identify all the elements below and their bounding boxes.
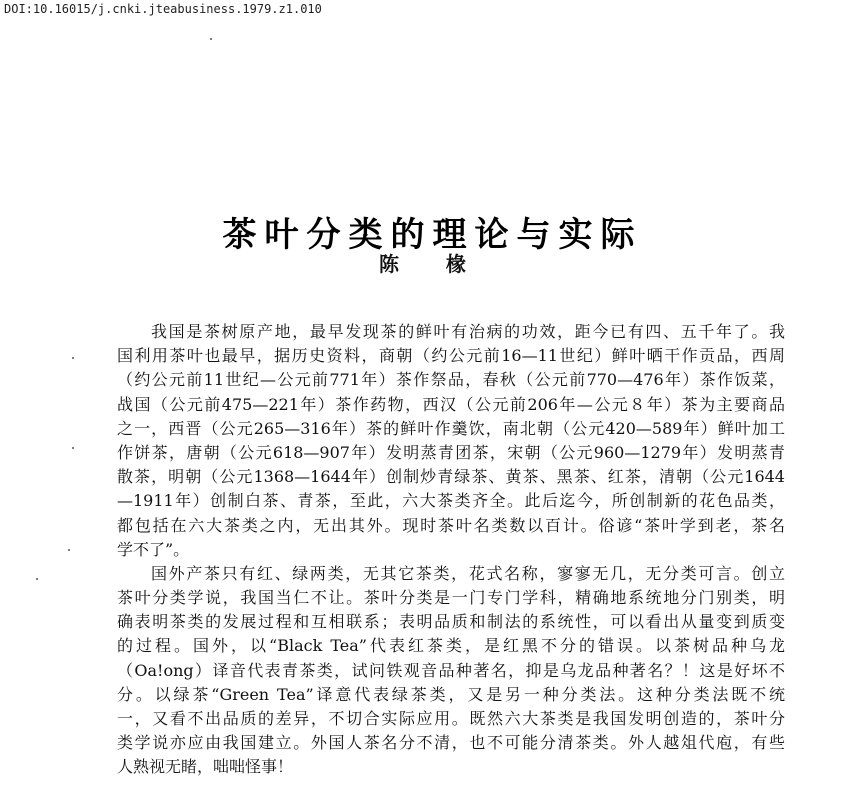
text-line: 类学说亦应由我国建立。外国人茶名分不清，也不可能分清茶类。外人越俎代庖，有些 [117, 733, 785, 753]
article-title: 茶叶分类的理论与实际 [222, 214, 643, 255]
text-line: 之一，西晋（公元265—316年）茶的鲜叶作羹饮，南北朝（公元420—589年）鲜叶加工 [117, 418, 785, 438]
article-author: 陈 椽 [379, 252, 486, 276]
text-line: 茶叶分类学说，我国当仁不让。茶叶分类是一门专门学科，精确地系统地分门别类，明 [117, 588, 785, 608]
text-line: 都包括在六大茶类之内，无出其外。现时茶叶名类数以百计。俗谚“茶叶学到老，茶名 [117, 515, 785, 535]
paragraph-1 [117, 320, 785, 562]
scan-speck [210, 38, 212, 40]
scan-speck [68, 549, 70, 551]
text-line: 我国是茶树原产地，最早发现茶的鲜叶有治病的功效，距今已有四、五千年了。我 [151, 322, 785, 341]
scan-speck [72, 357, 74, 359]
text-line: 散茶，明朝（公元1368—1644年）创制炒青绿茶、黄茶、黑茶、红茶，清朝（公元1644 [117, 467, 785, 487]
scan-speck [36, 578, 38, 580]
text-line: （约公元前11世纪—公元前771年）茶作祭品，春秋（公元前770—476年）茶作饭菜， [117, 370, 785, 390]
text-line: 分。以绿茶“Green Tea”译意代表绿茶类，又是另一种分类法。这种分类法既不统 [117, 684, 785, 704]
doi-header: DOI:10.16015/j.cnki.jteabusiness.1979.z1.010 [4, 2, 322, 16]
text-line: —1911年）创制白茶、青茶，至此，六大茶类齐全。此后迄今，所创制新的花色品类， [117, 491, 785, 511]
text-line: 人熟视无睹，咄咄怪事！ [117, 757, 294, 777]
text-line: 一，又看不出品质的差异，不切合实际应用。既然六大茶类是我国发明创造的，茶叶分 [117, 709, 785, 728]
text-line: （Oa!ong）译音代表青茶类，试问铁观音品种著名，抑是乌龙品种著名？！这是好坏不 [117, 660, 785, 680]
article-body [117, 320, 785, 780]
scan-speck [72, 447, 74, 449]
text-line: 作饼茶，唐朝（公元618—907年）发明蒸青团茶，宋朝（公元960—1279年）发明蒸青 [117, 442, 785, 462]
paragraph-2 [117, 562, 785, 780]
text-line: 国外产茶只有红、绿两类，无其它茶类，花式名称，寥寥无几，无分类可言。创立 [151, 563, 785, 583]
text-line: 确表明茶类的发展过程和互相联系；表明品质和制法的系统性，可以看出从量变到质变 [117, 612, 785, 632]
text-line: 国利用茶叶也最早，据历史资料，商朝（约公元前16—11世纪）鲜叶晒干作贡品，西周 [117, 346, 785, 366]
text-line: 的过程。国外，以“Black Tea”代表红茶类，是红黑不分的错误。以茶树品种乌龙 [117, 636, 785, 656]
text-line: 战国（公元前475—221年）茶作药物，西汉（公元前206年—公元８年）茶为主要商品 [117, 394, 785, 414]
text-line: 学不了”。 [117, 539, 190, 559]
